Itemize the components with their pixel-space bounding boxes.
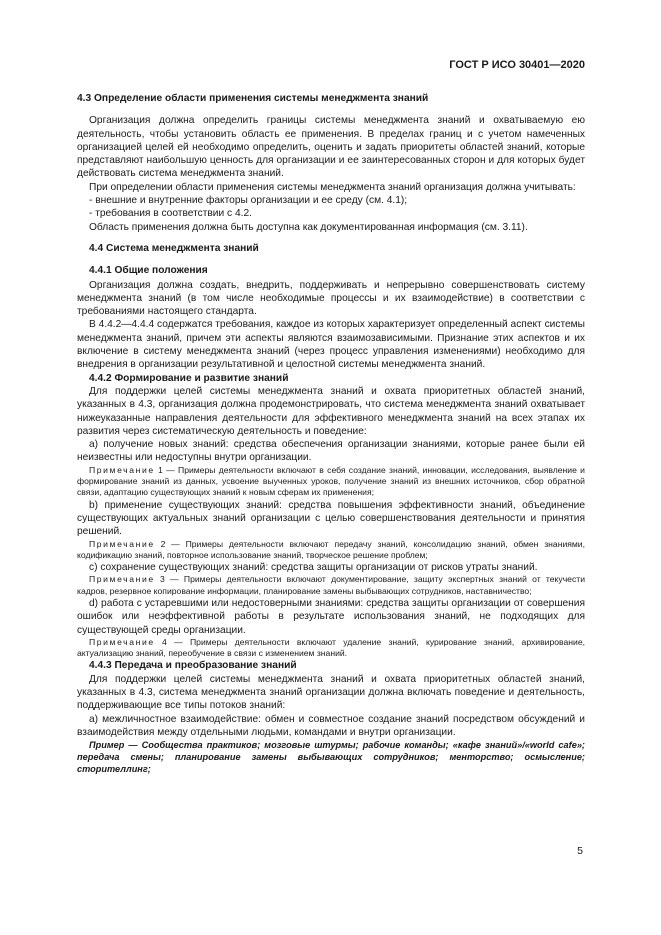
page-content	[77, 92, 585, 775]
note-label: Примечание	[89, 538, 155, 549]
section-4-4-2-heading: 4.4.2 Формирование и развитие знаний	[89, 372, 289, 384]
note-label: Примечание	[89, 636, 155, 647]
note-2	[77, 539, 585, 562]
paragraph: В 4.4.2—4.4.4 содержатся требования, каждое из которых характеризует определенный аспект системы менеджмента знаний, причем эти аспекты являются взаимозависимыми. Признание этих аспектов и их включение в систему менеджмента знаний (через процесс управления изменениями) необходимо для внедрения в организации результативной и целостной системы менеджмента знаний.	[77, 319, 585, 371]
list-item-d: d) работа с устаревшими или недостоверными знаниями: средства защиты организации от совершения ошибок или неэффективной работы в результате использования знаний, не подходящих для существующей среды организации.	[77, 597, 585, 636]
section-4-4-heading: 4.4 Система менеджмента знаний	[89, 242, 259, 254]
paragraph: Организация должна создать, внедрить, поддерживать и непрерывно совершенствовать систему менеджмента знаний (в том числе необходимые процессы и их взаимодействие) в соответствии с требованиями настоящего стандарта.	[77, 279, 585, 318]
section-4-4-1-heading: 4.4.1 Общие положения	[89, 265, 208, 277]
list-item-a: а) межличностное взаимодействие: обмен и совместное создание знаний посредством обсуждений и взаимодействия между отдельными людьми, командами и внутри организации.	[77, 713, 585, 738]
paragraph: При определении области применения системы менеджмента знаний организация должна учитывать:	[89, 181, 576, 193]
note-1	[77, 465, 585, 499]
note-3	[77, 574, 585, 597]
note-label: Примечание	[89, 574, 155, 585]
note-text: 2 — Примеры деятельности включают передачу знаний, консолидацию знаний, обмен знаниями, кодификацию знаний, повторное использование знаний, творческое решение проблем;	[77, 538, 585, 560]
note-label: Примечание	[89, 464, 155, 475]
list-item-a: а) получение новых знаний: средства обеспечения организации знаниями, которые ранее были ей неизвестны или недоступны внутри организации.	[77, 439, 585, 464]
paragraph: Организация должна определить границы системы менеджмента знаний и охватываемую ею деятельность, чтобы установить область ее применения. В пределах границ и с учетом намеченных организацией целей ей необходимо определить, оценить и задать приоритеты областей знаний, которые представляют наибольшую ценность для организации и ее заинтересованных сторон и для которых будет действовать система менеджмента знаний.	[77, 115, 585, 180]
list-item: - внешние и внутренние факторы организации и ее среду (см. 4.1);	[89, 195, 408, 207]
list-item-b: b) применение существующих знаний: средства повышения эффективности знаний, объединение существующих актуальных знаний организации с целью совершенствования деятельности и принятия решений.	[77, 499, 585, 538]
page-number: 5	[577, 845, 583, 857]
paragraph: Для поддержки целей системы менеджмента знаний и охвата приоритетных областей знаний, указанных в 4.3, организация должна продемонстрировать, что система менеджмента знаний охватывает нижеуказанные направления деятельности для эффективного менеджмента знаний на всех этапах их развития через систематическую деятельность и поведение:	[77, 385, 585, 437]
document-code: ГОСТ Р ИСО 30401—2020	[449, 59, 585, 71]
section-4-3-heading: 4.3 Определение области применения системы менеджмента знаний	[77, 93, 429, 104]
note-text: 4 — Примеры деятельности включают удаление знаний, курирование знаний, архивирование, актуализацию знаний, переобучение в связи с изменением знаний.	[77, 636, 585, 659]
note-text: 3 — Примеры деятельности включают документирование, защиту экспертных знаний от текучести кадров, резервное копирование информации, планирование замены выбывающих сотрудников, наставничество;	[77, 574, 585, 596]
list-item-c: с) сохранение существующих знаний: средства защиты организации от рисков утраты знаний.	[89, 562, 538, 574]
list-item: - требования в соответствии с 4.2.	[89, 208, 252, 220]
note-text: 1 — Примеры деятельности включают в себя создание знаний, инновации, исследования, выявление и формирование знаний из данных, усвоение выученных уроков, получение знаний из внешних источников, сбор обратной связи, адаптацию существующих знаний к новым сферам их применения;	[77, 464, 585, 498]
paragraph: Область применения должна быть доступна как документированная информация (см. 3.11).	[89, 221, 528, 233]
paragraph: Для поддержки целей системы менеджмента знаний и охвата приоритетных областей знаний, указанных в 4.3, система менеджмента знаний организации должна включать поведение и деятельность, поддерживающие все типы потоков знаний:	[77, 673, 585, 712]
note-4	[77, 637, 585, 660]
section-4-4-3-heading: 4.4.3 Передача и преобразование знаний	[89, 660, 297, 672]
example-text: Пример — Сообщества практиков; мозговые штурмы; рабочие команды; «кафе знаний»/«world cafe»; передача смены; планирование замены выбывающих сотрудников; менторство; осмысление; сторителлинг;	[77, 740, 585, 775]
